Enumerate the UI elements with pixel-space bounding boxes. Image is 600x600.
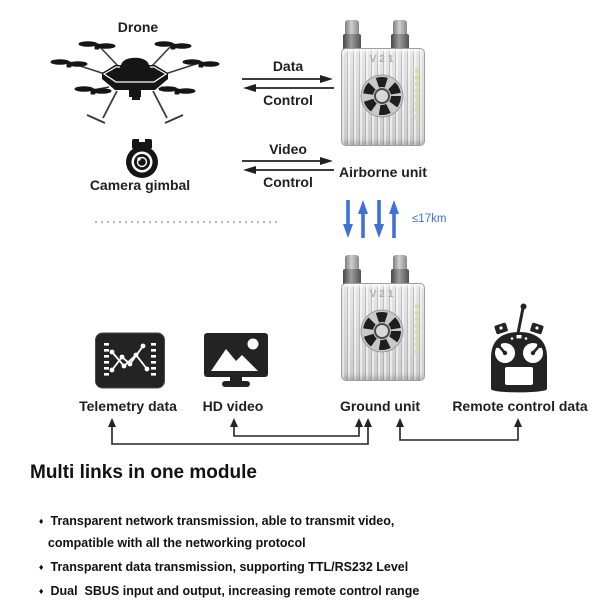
data-flow-label: Data xyxy=(272,58,304,74)
feature-text: Transparent data transmission, supporting TTL/RS232 Level xyxy=(50,560,409,574)
remote-control-label: Remote control data xyxy=(452,398,588,414)
drone-label: Drone xyxy=(117,19,159,35)
bullet-diamond-icon: ♦ xyxy=(38,561,44,572)
ground-unit-label: Ground unit xyxy=(339,398,421,414)
antenna-connector-icon xyxy=(343,255,361,285)
cooling-fan-icon xyxy=(359,73,405,119)
video-control-arrows-icon xyxy=(242,157,334,175)
control-flow-label-2: Control xyxy=(263,174,313,190)
video-flow-label: Video xyxy=(269,141,307,157)
bullet-diamond-icon: ♦ xyxy=(38,585,44,596)
range-arrows-icon xyxy=(342,198,406,240)
device-model-label: V21 xyxy=(369,54,397,65)
cooling-fan-icon xyxy=(359,308,405,354)
data-control-arrows-icon xyxy=(242,75,334,93)
remote-control-icon xyxy=(483,301,555,395)
drone-icon xyxy=(35,33,235,133)
telemetry-label: Telemetry data xyxy=(79,398,177,414)
device-model-label: V21 xyxy=(369,289,397,300)
status-leds xyxy=(415,69,419,119)
bullet-diamond-icon: ♦ xyxy=(38,515,44,526)
airborne-unit-body xyxy=(341,48,425,146)
feature-text: Transparent network transmission, able to transmit video, xyxy=(50,514,395,528)
hd-video-label: HD video xyxy=(202,398,264,414)
antenna-connector-icon xyxy=(391,255,409,285)
control-flow-label: Control xyxy=(263,92,313,108)
antenna-connector-icon xyxy=(343,20,361,50)
feature-text: compatible with all the networking protocol xyxy=(47,536,306,550)
connection-brackets-icon xyxy=(60,414,560,452)
ground-unit-body xyxy=(341,283,425,381)
features-title: Multi links in one module xyxy=(30,462,257,483)
status-leds xyxy=(415,304,419,354)
airborne-unit-device xyxy=(341,20,423,144)
airborne-unit-label: Airborne unit xyxy=(339,164,427,180)
antenna-connector-icon xyxy=(391,20,409,50)
telemetry-icon xyxy=(95,332,165,390)
camera-gimbal-label: Camera gimbal xyxy=(89,177,191,193)
ground-unit-device xyxy=(341,255,423,379)
separation-dotted-line xyxy=(95,221,280,223)
camera-gimbal-icon xyxy=(120,138,164,182)
hd-video-icon xyxy=(204,333,268,391)
range-label: ≤17km xyxy=(412,213,447,225)
feature-bullet-3 xyxy=(25,570,419,600)
feature-text: Dual SBUS input and output, increasing remote control range xyxy=(50,584,420,598)
